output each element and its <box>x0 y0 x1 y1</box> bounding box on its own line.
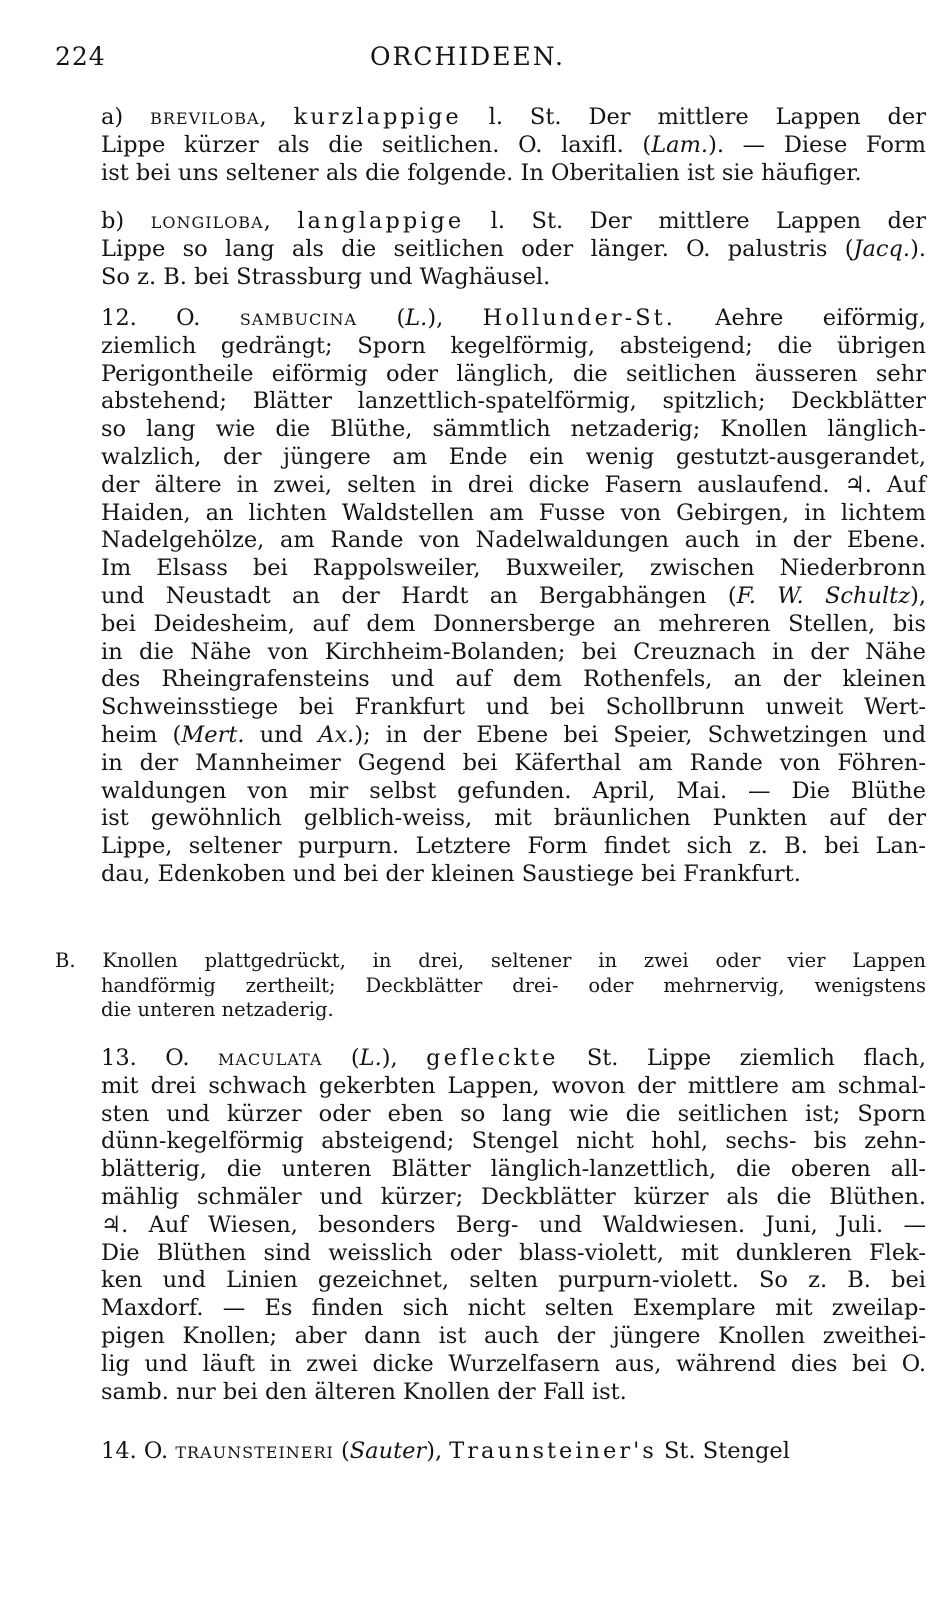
species-name: traunsteineri <box>175 1438 334 1464</box>
text-run: walzlich, der jüngere am Ende ein wenig gestutzt-ausgerandet, <box>101 443 926 470</box>
italic-run: L. <box>405 305 428 331</box>
text-run: 12. O. <box>101 305 240 331</box>
species-name: maculata <box>218 1045 323 1071</box>
text-run: ( <box>322 1045 360 1071</box>
text-run: die unteren netzaderig. <box>101 998 334 1021</box>
text-run: mit drei schwach gekerbten Lappen, wovon der mittlere am schmal- <box>101 1072 926 1099</box>
text-line <box>101 264 926 292</box>
text-line <box>101 361 926 389</box>
text-run: dünn-kegelförmig absteigend; Stengel nicht hohl, sechs- bis zehn- <box>101 1128 926 1155</box>
text-run: mählig schmäler und kürzer; Deckblätter kürzer als die Blüthen. <box>101 1183 926 1210</box>
common-name: Traunsteiner's <box>449 1438 657 1464</box>
text-run: so lang wie die Blüthe, sämmtlich netzaderig; Knollen länglich- <box>101 416 926 443</box>
text-line <box>101 805 926 833</box>
paragraph-sambucina <box>55 305 926 889</box>
text-run: ( <box>333 1438 350 1464</box>
text-line <box>101 236 926 264</box>
common-name: langlappige <box>297 208 465 234</box>
text-line <box>55 949 926 974</box>
text-run: ); in der Ebene bei Speier, Schwetzingen und <box>354 721 926 748</box>
text-run: St. Lippe ziemlich flach, <box>558 1045 926 1071</box>
text-run: B. Knollen plattgedrückt, in drei, seltener in zwei oder vier Lappen <box>55 949 926 972</box>
text-line <box>101 583 926 611</box>
italic-run: Ax. <box>318 721 355 748</box>
text-run: handförmig zertheilt; Deckblätter drei- oder mehrnervig, wenigstens <box>101 973 926 997</box>
text-line <box>101 527 926 555</box>
text-line <box>101 1184 926 1212</box>
italic-run: F. W. Schultz <box>736 582 911 609</box>
text-run: ist bei uns seltener als die folgende. In Oberitalien ist sie häufiger. <box>101 159 862 186</box>
text-run: ), <box>910 582 927 609</box>
text-run: der ältere in zwei, selten in drei dicke Fasern auslaufend. ♃. Auf <box>101 471 926 498</box>
text-line <box>101 694 926 722</box>
text-run: ), <box>426 1438 450 1464</box>
paragraph-section-b <box>55 949 926 1023</box>
common-name: kurzlappige <box>293 104 462 130</box>
text-line <box>101 1295 926 1323</box>
text-line <box>101 500 926 528</box>
text-line <box>101 666 926 694</box>
text-line <box>101 104 926 132</box>
text-run: bei Deidesheim, auf dem Donnersberge an mehreren Stellen, bis <box>101 610 926 637</box>
text-line <box>101 833 926 861</box>
text-line <box>101 416 926 444</box>
species-name: breviloba <box>150 104 260 130</box>
text-run: abstehend; Blätter lanzettlich-spatelförmig, spitzlich; Deckblätter <box>101 388 926 415</box>
text-line <box>101 611 926 639</box>
text-line <box>101 1045 926 1073</box>
paragraph-longiloba <box>55 208 926 291</box>
italic-run: Mert. <box>181 721 245 748</box>
text-run: in der Mannheimer Gegend bei Käferthal am Rande von Föhren- <box>101 749 926 776</box>
text-line <box>101 1128 926 1156</box>
paragraph-maculata <box>55 1045 926 1406</box>
text-run: samb. nur bei den älteren Knollen der Fall ist. <box>101 1378 627 1405</box>
text-run: ken und Linien gezeichnet, selten purpurn-violett. So z. B. bei <box>101 1267 926 1294</box>
text-line <box>101 160 926 188</box>
text-run: pigen Knollen; aber dann ist auch der jüngere Knollen zweithei- <box>101 1322 926 1349</box>
paragraph-traunsteineri <box>55 1438 926 1466</box>
text-run: Maxdorf. — Es finden sich nicht selten Exemplare mit zweilap- <box>101 1295 926 1322</box>
text-run: Nadelgehölze, am Rande von Nadelwaldungen auch in der Ebene. <box>101 527 926 554</box>
common-name: gefleckte <box>426 1045 559 1071</box>
text-run: So z. B. bei Strassburg und Waghäusel. <box>101 263 551 290</box>
text-run: Schweinsstiege bei Frankfurt und bei Schollbrunn unweit Wert- <box>101 694 926 721</box>
text-run: und <box>244 721 319 748</box>
species-name: sambucina <box>239 305 358 331</box>
text-line <box>101 1101 926 1129</box>
text-run: b) <box>101 208 151 234</box>
italic-run: L. <box>359 1045 382 1071</box>
text-run: Die Blüthen sind weisslich oder blass-violett, mit dunkleren Flek- <box>101 1239 926 1266</box>
page-header <box>55 42 880 82</box>
text-run: dau, Edenkoben und bei der kleinen Saustiege bei Frankfurt. <box>101 860 801 887</box>
text-line <box>101 1351 926 1379</box>
text-line <box>101 1323 926 1351</box>
text-run: Lippe so lang als die seitlichen oder länger. O. palustris ( <box>101 235 854 262</box>
running-title: ORCHIDEEN. <box>370 42 565 71</box>
text-run: in die Nähe von Kirchheim-Bolanden; bei Creuznach in der Nähe <box>101 638 926 665</box>
text-run: ). <box>910 235 926 262</box>
text-run: blätterig, die unteren Blätter länglich-lanzettlich, die oberen all- <box>101 1156 926 1183</box>
text-run: ), <box>427 305 483 331</box>
text-run: 13. O. <box>101 1045 219 1071</box>
text-line <box>101 472 926 500</box>
text-run: sten und kürzer oder eben so lang wie die seitlichen ist; Sporn <box>101 1100 926 1127</box>
text-line <box>101 861 926 889</box>
text-line <box>101 1379 926 1407</box>
text-run: waldungen von mir selbst gefunden. April, Mai. — Die Blüthe <box>101 777 926 804</box>
text-run: und Neustadt an der Hardt an Bergabhängen ( <box>101 582 737 609</box>
text-line <box>101 1212 926 1240</box>
italic-run: Lam. <box>651 131 709 158</box>
text-line <box>101 750 926 778</box>
text-line <box>101 1240 926 1268</box>
italic-run: Jacq. <box>853 235 911 262</box>
text-line <box>101 998 926 1023</box>
text-line <box>101 639 926 667</box>
text-run: lig und läuft in zwei dicke Wurzelfasern aus, während dies bei O. <box>101 1350 926 1377</box>
text-line <box>101 132 926 160</box>
text-run: Lippe kürzer als die seitlichen. O. laxifl. ( <box>101 131 652 158</box>
text-run: St. Stengel <box>656 1438 790 1464</box>
text-run: , <box>263 208 298 234</box>
text-run: a) <box>101 104 151 130</box>
text-line <box>101 555 926 583</box>
text-run: ). — Diese Form <box>708 131 926 158</box>
text-run: , <box>259 104 294 130</box>
text-run: ♃. Auf Wiesen, besonders Berg- und Waldwiesen. Juni, Juli. — <box>101 1211 926 1238</box>
text-line <box>101 722 926 750</box>
text-run: l. St. Der mittlere Lappen der <box>464 208 927 234</box>
text-run: l. St. Der mittlere Lappen der <box>461 104 926 130</box>
text-run: ist gewöhnlich gelblich-weiss, mit bräunlichen Punkten auf der <box>101 805 926 832</box>
text-line <box>101 444 926 472</box>
common-name: Hollunder-St. <box>482 305 676 331</box>
italic-run: Sauter <box>349 1438 427 1464</box>
text-line <box>101 974 926 999</box>
species-name: longiloba <box>150 208 264 234</box>
text-line <box>101 208 926 236</box>
text-run: 14. O. <box>101 1438 176 1464</box>
text-run: des Rheingrafensteins und auf dem Rothenfels, an der kleinen <box>101 666 926 693</box>
text-run: ziemlich gedrängt; Sporn kegelförmig, absteigend; die übrigen <box>101 332 926 359</box>
page-number: 224 <box>55 42 106 71</box>
text-line <box>101 1267 926 1295</box>
text-run: Perigontheile eiförmig oder länglich, die seitlichen äusseren sehr <box>101 360 926 387</box>
text-line <box>101 1073 926 1101</box>
text-line <box>101 778 926 806</box>
text-line <box>101 1438 926 1466</box>
text-run: Haiden, an lichten Waldstellen am Fusse von Gebirgen, in lichtem <box>101 499 926 526</box>
text-run: heim ( <box>101 721 182 748</box>
text-line <box>101 305 926 333</box>
text-run: ( <box>357 305 406 331</box>
text-run: ), <box>381 1045 427 1071</box>
text-run: Lippe, seltener purpurn. Letztere Form findet sich z. B. bei Lan- <box>101 833 926 860</box>
paragraph-breviloba <box>55 104 926 187</box>
text-line <box>101 333 926 361</box>
text-run: Aehre eiförmig, <box>675 305 926 331</box>
text-line <box>101 1156 926 1184</box>
text-line <box>101 388 926 416</box>
text-run: Im Elsass bei Rappolsweiler, Buxweiler, zwischen Niederbronn <box>101 555 926 582</box>
